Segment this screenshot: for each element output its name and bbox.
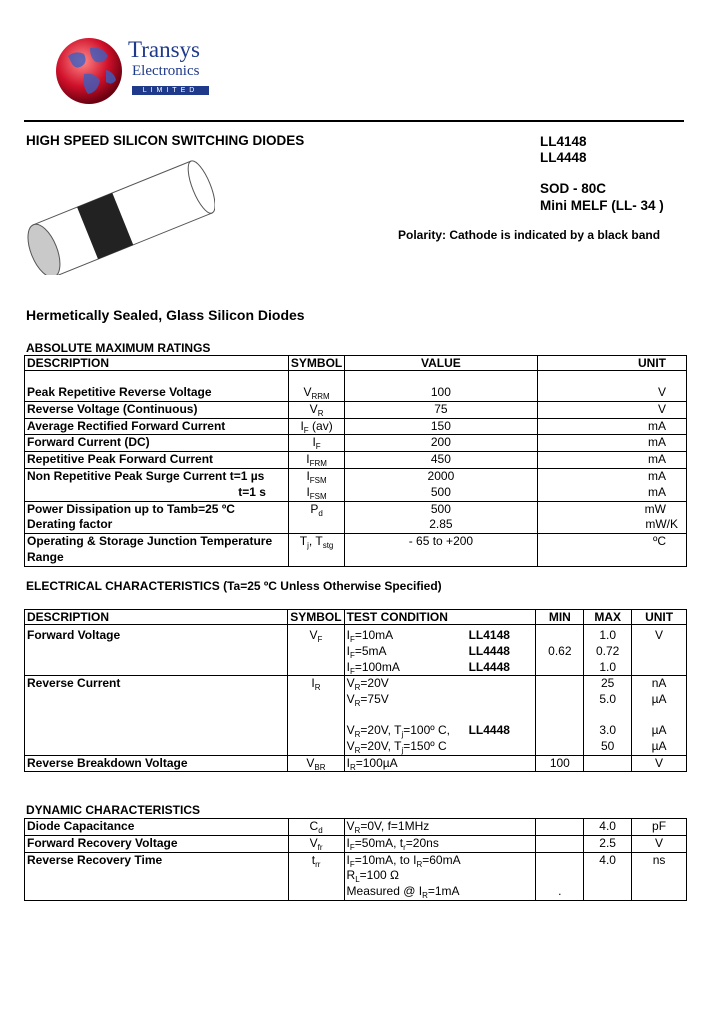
row-max [584,755,632,772]
table-row [25,401,687,418]
row-value: 500 [345,501,537,517]
table-row [25,819,687,836]
dyn-title: DYNAMIC CHARACTERISTICS [26,803,200,817]
col-value: VALUE [345,356,537,371]
row-max: 3.0 [584,723,632,739]
col-min: MIN [536,610,584,625]
row-max: 1.0 [584,660,632,676]
row-unit: µA [632,692,687,708]
row-value: 100 [345,385,537,401]
package-name: Mini MELF (LL- 34 ) [540,198,664,213]
col-max: MAX [584,610,632,625]
row-test-condition: $V_R=20V$, $T_j=100º$ C, LL4448 [344,723,536,739]
row-unit: mW [537,501,686,517]
row-max: 5.0 [584,692,632,708]
row-symbol: $V_{fr}$ [288,835,344,852]
row-unit: µA [632,723,687,739]
row-description: Repetitive Peak Forward Current [25,452,289,469]
row-description: Reverse Current [25,676,288,692]
table-row [25,435,687,452]
row-description: Derating factor [25,517,289,533]
row-max: 0.72 [584,644,632,660]
table-row [25,755,687,772]
row-description: t=1 s [25,485,289,501]
row-value: 2000 [345,468,537,484]
row-symbol: $I_{FSM}$ [288,468,344,484]
elec-table [24,609,687,772]
subtitle: Hermetically Sealed, Glass Silicon Diodes [26,307,305,323]
table-row [25,868,687,884]
row-max: 4.0 [584,819,632,836]
row-value: 150 [345,418,537,435]
row-symbol: $t_{rr}$ [288,852,344,868]
row-min [536,852,584,868]
col-test-condition: TEST CONDITION [344,610,536,625]
col-symbol: SYMBOL [288,610,344,625]
col-symbol: SYMBOL [288,356,344,371]
elec-header-row [25,610,687,625]
table-row [25,739,687,755]
row-value: 200 [345,435,537,452]
elec-title: ELECTRICAL CHARACTERISTICS (Ta=25 ºC Unless Otherwise Specified) [26,579,442,593]
row-unit: mA [537,485,686,501]
row-symbol: $I_R$ [288,676,344,692]
logo-sub: Electronics [132,63,200,79]
row-symbol: $V_R$ [288,401,344,418]
row-unit: ns [632,852,687,868]
row-test-condition: $R_L=100$ Ω [344,868,536,884]
polarity-note: Polarity: Cathode is indicated by a black band [398,228,661,242]
row-unit: mW/K [537,517,686,533]
row-unit: mA [537,435,686,452]
table-row [25,723,687,739]
row-unit: mA [537,418,686,435]
row-unit: mA [537,452,686,469]
table-row [25,534,687,567]
row-description: Reverse Voltage (Continuous) [25,401,289,418]
row-symbol: $I_{FSM}$ [288,485,344,501]
table-row [25,418,687,435]
row-symbol: $V_F$ [288,628,344,644]
row-unit: ºC [537,534,686,567]
col-unit: UNIT [537,356,686,371]
table-row [25,468,687,484]
abs-max-table [24,355,687,567]
row-test-condition: $V_R=20V$ [344,676,536,692]
table-row [25,692,687,708]
row-description: Reverse Breakdown Voltage [25,755,288,772]
row-value: 75 [345,401,537,418]
row-unit: µA [632,739,687,755]
row-test-condition: $I_F=10mA$, to $I_R=60mA$ [344,852,536,868]
table-row [25,501,687,517]
table-row [25,852,687,868]
row-symbol: $C_d$ [288,819,344,836]
abs-max-header-row [25,356,687,371]
table-row [25,660,687,676]
abs-max-title: ABSOLUTE MAXIMUM RATINGS [26,341,211,355]
row-symbol [288,517,344,533]
row-test-condition: $V_R=0V$, f=1MHz [344,819,536,836]
row-unit: V [632,755,687,772]
part-number-2: LL4448 [540,150,587,165]
table-row [25,676,687,692]
row-symbol: $I_F$ [288,435,344,452]
logo-tag: LIMITED [132,86,209,95]
row-value: 500 [345,485,537,501]
row-test-condition: $I_R=100\mu A$ [344,755,536,772]
spacer-row [25,371,687,386]
row-description: Peak Repetitive Reverse Voltage [25,385,289,401]
row-value: 450 [345,452,537,469]
row-min: 0.62 [536,644,584,660]
row-test-condition: $V_R=20V$, $T_j=150º$ C [344,739,536,755]
table-row [25,628,687,644]
col-description: DESCRIPTION [25,610,288,625]
row-unit: V [632,835,687,852]
page-title: HIGH SPEED SILICON SWITCHING DIODES [26,133,305,148]
row-max: 50 [584,739,632,755]
top-rule [24,120,684,122]
row-min [536,835,584,852]
row-description: Non Repetitive Peak Surge Current t=1 µs [25,468,289,484]
row-unit: pF [632,819,687,836]
table-row [25,452,687,469]
row-min: 100 [536,755,584,772]
row-value: 2.85 [345,517,537,533]
row-symbol: $V_{RRM}$ [288,385,344,401]
row-test-condition: $V_R=75V$ [344,692,536,708]
row-test-condition: $I_F=5mA$ LL4448 [344,644,536,660]
row-test-condition: $I_F=10mA$ LL4148 [344,628,536,644]
col-description: DESCRIPTION [25,356,289,371]
table-row [25,385,687,401]
row-test-condition: $I_F=50mA$, $t_r=20ns$ [344,835,536,852]
row-unit: nA [632,676,687,692]
part-number-1: LL4148 [540,134,587,149]
row-min: . [536,884,584,900]
row-symbol: $V_{BR}$ [288,755,344,772]
row-max: 1.0 [584,628,632,644]
row-description: Forward Voltage [25,628,288,644]
row-description: Forward Recovery Voltage [25,835,289,852]
row-unit: mA [537,468,686,484]
col-unit: UNIT [632,610,687,625]
row-description: Diode Capacitance [25,819,289,836]
row-description: Power Dissipation up to Tamb=25 ºC [25,501,289,517]
row-symbol: $T_j$, $T_{stg}$ [288,534,344,567]
package-code: SOD - 80C [540,181,607,196]
spacer-row [25,708,687,723]
row-min [536,660,584,676]
diode-package-drawing [20,160,215,275]
row-min [536,819,584,836]
row-symbol: $I_F$ (av) [288,418,344,435]
row-symbol: $P_d$ [288,501,344,517]
row-max: 4.0 [584,852,632,868]
table-row [25,884,687,900]
row-value: - 65 to +200 [345,534,537,567]
table-row [25,835,687,852]
logo-name: Transys [128,37,201,62]
row-min [536,628,584,644]
row-unit: V [537,401,686,418]
table-row [25,644,687,660]
row-description: Operating & Storage Junction Temperature Range [25,534,289,567]
row-max: 2.5 [584,835,632,852]
row-description: Forward Current (DC) [25,435,289,452]
row-description: Reverse Recovery Time [25,852,289,868]
row-max: 25 [584,676,632,692]
row-test-condition: Measured @ $I_R=1mA$ [344,884,536,900]
row-unit: V [537,385,686,401]
dyn-table [24,818,687,901]
row-description: Average Rectified Forward Current [25,418,289,435]
table-row [25,517,687,533]
row-test-condition: $I_F=100mA$ LL4448 [344,660,536,676]
company-logo [54,36,124,106]
row-symbol: $I_{FRM}$ [288,452,344,469]
row-unit: V [632,628,687,644]
table-row [25,485,687,501]
